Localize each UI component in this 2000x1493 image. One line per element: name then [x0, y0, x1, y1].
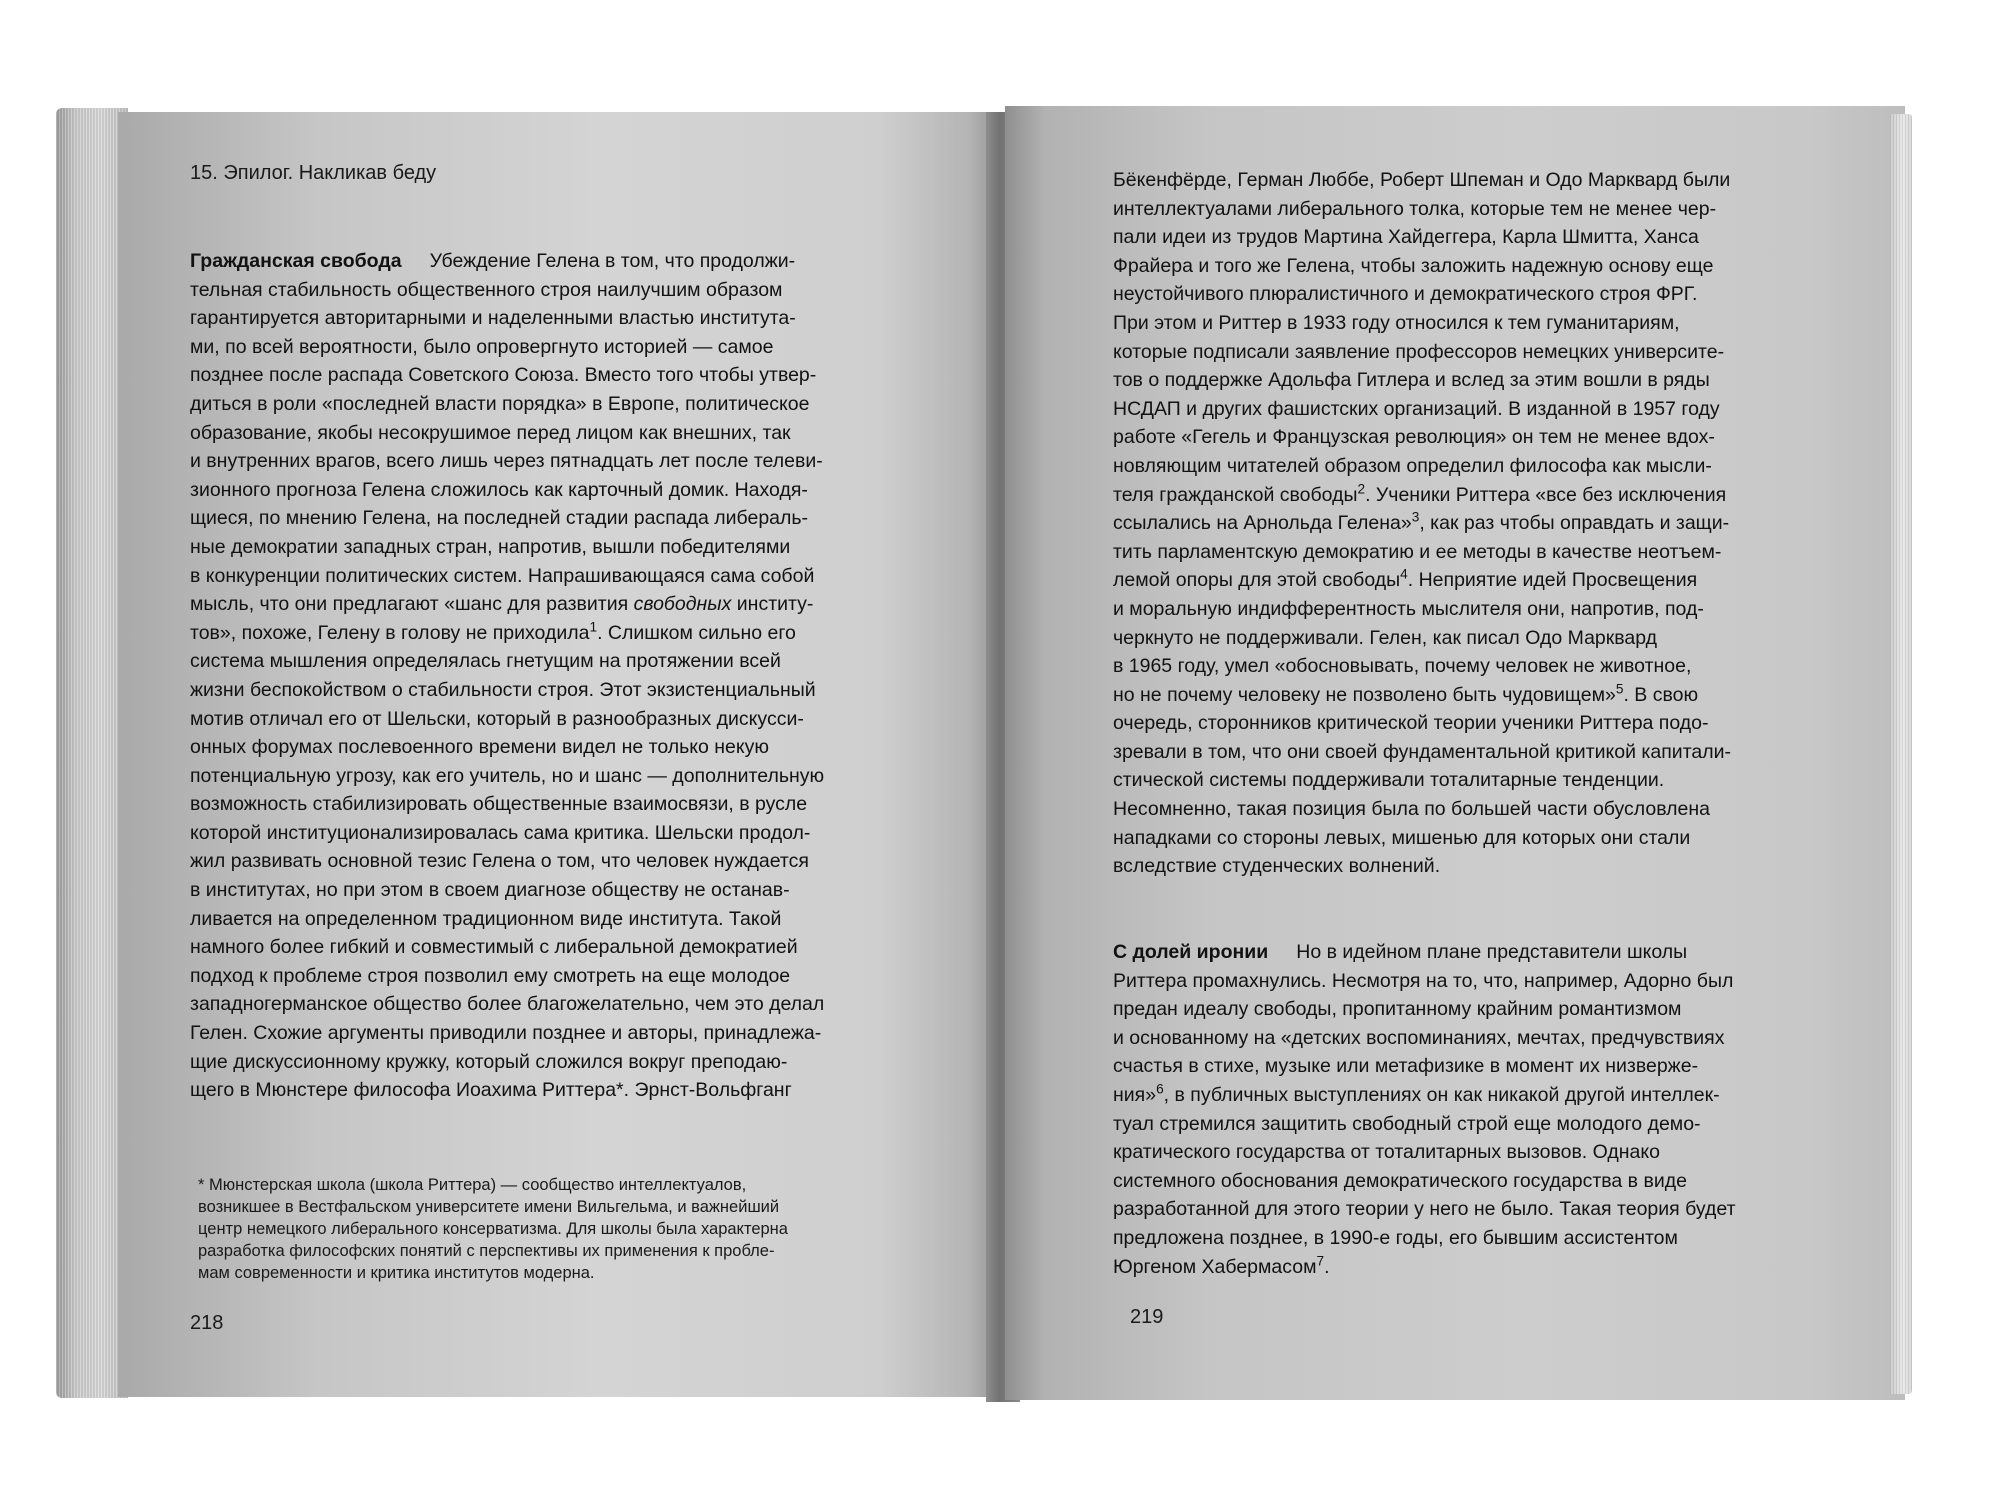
text-line: новляющим читателей образом определил философа как мысли-	[1113, 454, 1712, 477]
text-line: диться в роли «последней власти порядка» в Европе, политическое	[190, 392, 810, 415]
text-line: в 1965 году, умел «обосновывать, почему человек не животное,	[1113, 655, 1692, 678]
paragraph-gap	[1113, 881, 1736, 910]
text-line: зревали в том, что они своей фундаментальной критикой капитали-	[1113, 740, 1732, 763]
text-line: интеллектуалами либерального толка, которые тем не менее чер-	[1113, 197, 1717, 220]
text-line: Юргеном Хабермасом$^7$.	[1113, 1253, 1330, 1278]
text-line: ные демократии западных стран, напротив, вышли победителями	[190, 535, 791, 558]
footnote-line: мам современности и критика институтов модерна.	[198, 1264, 595, 1282]
text-line: ливается на определенном традиционном виде института. Такой	[190, 907, 782, 930]
text-line: в институтах, но при этом в своем диагнозе обществу не останав-	[190, 879, 790, 902]
footnote-line: центр немецкого либерального консерватизма. Для школы была характерна	[198, 1220, 788, 1238]
text-line: позднее после распада Советского Союза. Вместо того чтобы утвер-	[190, 364, 817, 387]
right-page-edge	[1890, 114, 1912, 1394]
text-line: которой институционализировалась сама критика. Шельски продол-	[190, 821, 811, 844]
text-line: жизни беспокойством о стабильности строя. Этот экзистенциальный	[190, 678, 816, 701]
text-line: Гражданская свобода Убеждение Гелена в том, что продолжи-	[190, 250, 796, 272]
text-line: потенциальную угрозу, как его учитель, но и шанс — дополнительную	[190, 764, 825, 787]
text-line: система мышления определялась гнетущим на протяжении всей	[190, 650, 781, 673]
text-line: тов», похоже, Гелену в голову не приходила$^1$. Слишком сильно его	[190, 619, 796, 644]
text-line: тить парламентскую демократию и ее методы в качестве неотъем-	[1113, 540, 1722, 563]
text-line: образование, якобы несокрушимое перед лицом как внешних, так	[190, 421, 791, 444]
text-line: ссылались на Арнольда Гелена»$^3$, как раз чтобы оправдать и защи-	[1113, 509, 1730, 535]
text-line: щиеся, по мнению Гелена, на последней стадии распада либераль-	[190, 507, 809, 530]
footnote-ref: 2	[1357, 481, 1366, 497]
footnote-line: разработка философских понятий с перспективы их применения к пробле-	[198, 1242, 775, 1260]
text-line: разработанной для этого теории у него не было. Такая теория будет	[1113, 1198, 1736, 1221]
text-line: вследствие студенческих волнений.	[1113, 855, 1441, 878]
footnote	[198, 1174, 788, 1284]
text-line: С долей иронии Но в идейном плане представители школы	[1113, 941, 1688, 964]
text-line: тельная стабильность общественного строя наилучшим образом	[190, 278, 783, 301]
right-body-text	[1113, 166, 1736, 1281]
text-line: очередь, сторонников критической теории ученики Риттера подо-	[1113, 712, 1709, 735]
text-line: мотив отличал его от Шельски, который в разнообразных дискусси-	[190, 707, 804, 730]
section-heading: С долей иронии	[1113, 941, 1269, 964]
text-line: предложена позднее, в 1990-е годы, его бывшим ассистентом	[1113, 1226, 1678, 1249]
text-line: нападками со стороны левых, мишенью для которых они стали	[1113, 826, 1691, 849]
paragraph-gap	[1113, 909, 1736, 938]
text-line: возможность стабилизировать общественные взаимосвязи, в русле	[190, 793, 808, 816]
text-line: жил развивать основной тезис Гелена о том, что человек нуждается	[190, 850, 809, 873]
text-line: и внутренних врагов, всего лишь через пятнадцать лет после телеви-	[190, 450, 823, 473]
text-line: намного более гибкий и совместимый с либеральной демократией	[190, 936, 798, 959]
text-line: мысль, что они предлагают «шанс для развития свободных институ-	[190, 593, 814, 616]
text-line: Бёкенфёрде, Герман Люббе, Роберт Шпеман и Одо Марквард были	[1113, 169, 1731, 191]
left-page	[118, 112, 1008, 1397]
text-line: подход к проблеме строя позволил ему смотреть на еще молодое	[190, 964, 791, 987]
text-line: счастья в стихе, музыке или метафизике в момент их низверже-	[1113, 1055, 1699, 1078]
text-line: теля гражданской свободы$^2$. Ученики Риттера «все без исключения	[1113, 481, 1727, 506]
text-line: Фрайера и того же Гелена, чтобы заложить надежную основу еще	[1113, 254, 1714, 277]
footnote-ref: 1	[589, 619, 598, 635]
text-line: щие дискуссионному кружку, который сложился вокруг преподаю-	[190, 1050, 788, 1073]
footnote-line: * Мюнстерская школа (школа Риттера) — сообщество интеллектуалов,	[198, 1176, 747, 1194]
footnote-line: возникшее в Вестфальском университете имени Вильгельма, и важнейший	[198, 1198, 780, 1216]
text-line: в конкуренции политических систем. Напрашивающаяся сама собой	[190, 564, 815, 587]
text-line: гарантируется авторитарными и наделенными властью института-	[190, 307, 796, 330]
text-line: неустойчивого плюралистичного и демократического строя ФРГ.	[1113, 283, 1698, 306]
footnote-ref: 5	[1615, 681, 1624, 697]
text-line: и основанному на «детских воспоминаниях, мечтах, предчувствиях	[1113, 1026, 1725, 1049]
footnote-ref: 6	[1156, 1081, 1164, 1097]
text-line: стической системы поддерживали тоталитарные тенденции.	[1113, 769, 1665, 792]
text-line: Гелен. Схожие аргументы приводили позднее и авторы, принадлежа-	[190, 1022, 822, 1045]
text-line: При этом и Риттер в 1933 году относился к тем гуманитариям,	[1113, 311, 1680, 334]
text-line: и моральную индифферентность мыслителя они, напротив, под-	[1113, 597, 1704, 620]
text-line: Риттера промахнулись. Несмотря на то, что, например, Адорно был	[1113, 969, 1734, 992]
text-line: которые подписали заявление профессоров немецких университе-	[1113, 340, 1725, 363]
text-line: Несомненно, такая позиция была по большей части обусловлена	[1113, 798, 1710, 821]
text-line: предан идеалу свободы, пропитанному крайним романтизмом	[1113, 998, 1682, 1021]
text-line: ми, по всей вероятности, было опровергнуто историей — самое	[190, 335, 774, 358]
text-line: системного обоснования демократического государства в виде	[1113, 1169, 1687, 1192]
text-line: кратического государства от тоталитарных вызовов. Однако	[1113, 1141, 1660, 1164]
footnote-ref: 4	[1400, 566, 1408, 582]
text-line: онных форумах послевоенного времени видел не только некую	[190, 736, 770, 759]
footnote-ref: 3	[1411, 509, 1420, 525]
left-body-text	[190, 247, 824, 1105]
page-number-left: 218	[190, 1312, 224, 1334]
page-number-right: 219	[1130, 1306, 1164, 1328]
text-line: но не почему человеку не позволено быть чудовищем»$^5$. В свою	[1113, 681, 1699, 706]
text-line: ния»$^6$, в публичных выступлениях он как никакой другой интеллек-	[1113, 1081, 1720, 1106]
text-line: туал стремился защитить свободный строй еще молодого демо-	[1113, 1112, 1701, 1135]
text-line: тов о поддержке Адольфа Гитлера и вслед за этим вошли в ряды	[1113, 369, 1710, 392]
section-heading: Гражданская свобода	[190, 250, 402, 272]
text-line: пали идеи из трудов Мартина Хайдеггера, Карла Шмитта, Ханса	[1113, 226, 1699, 249]
text-line: черкнуто не поддерживали. Гелен, как писал Одо Марквард	[1113, 626, 1658, 649]
text-line: работе «Гегель и Французская революция» он тем не менее вдох-	[1113, 426, 1715, 449]
footnote-ref: 7	[1316, 1253, 1325, 1269]
text-line: щего в Мюнстере философа Иоахима Риттера*. Эрнст-Вольфганг	[190, 1079, 792, 1102]
text-line: лемой опоры для этой свободы$^4$. Неприятие идей Просвещения	[1113, 566, 1698, 592]
text-line: зионного прогноза Гелена сложилось как карточный домик. Находя-	[190, 478, 808, 501]
text-line: НСДАП и других фашистских организаций. В изданной в 1957 году	[1113, 397, 1720, 420]
right-page	[1005, 106, 1905, 1400]
running-head: 15. Эпилог. Накликав беду	[190, 162, 437, 184]
text-line: западногерманское общество более благожелательно, чем это делал	[190, 993, 825, 1016]
